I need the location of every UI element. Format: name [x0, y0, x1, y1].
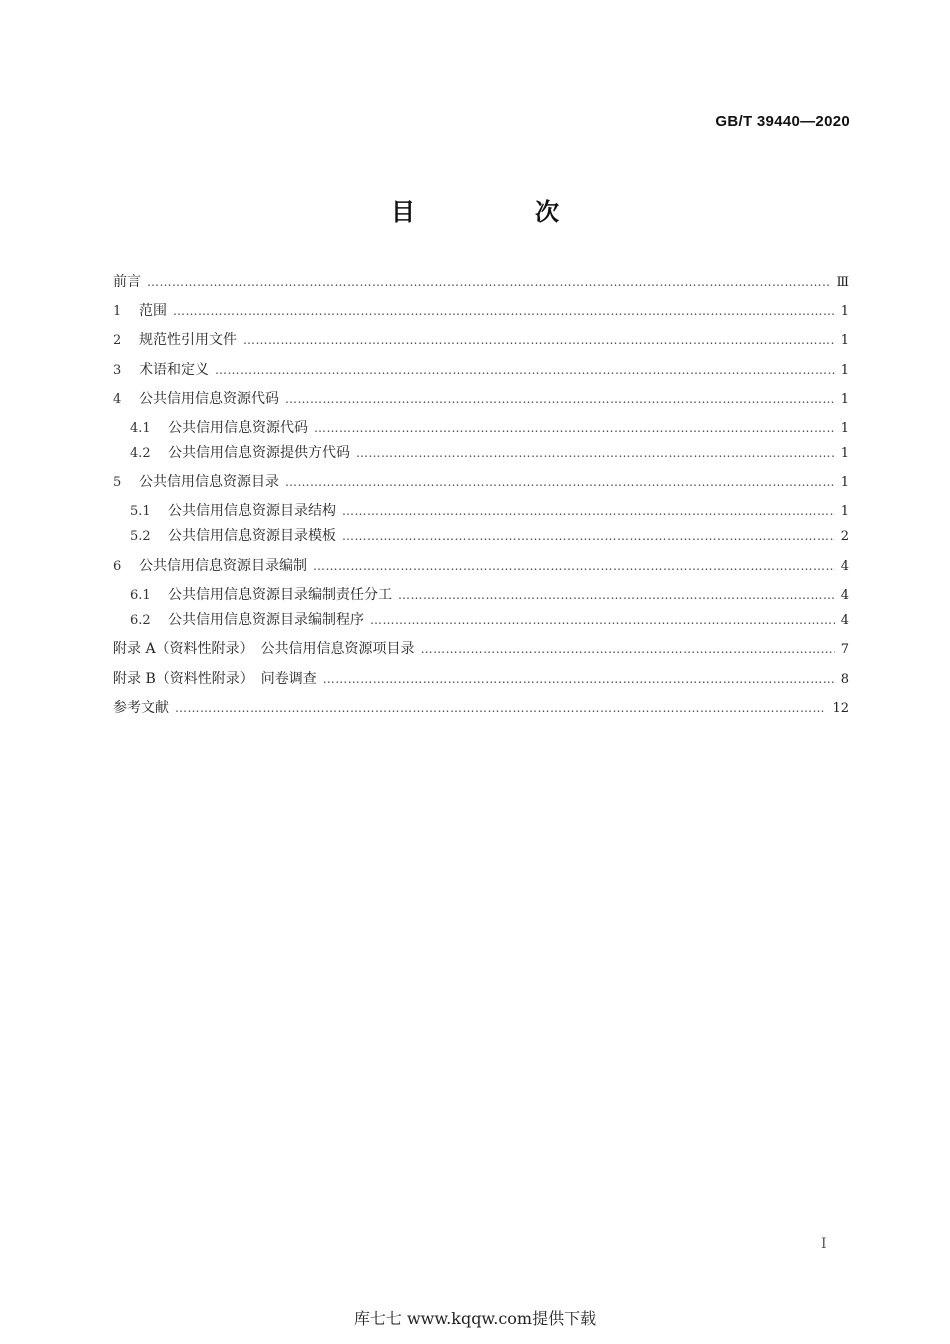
toc-entry-label: 公共信用信息资源目录结构	[168, 503, 336, 519]
toc-leader-dots	[173, 299, 835, 323]
toc-leader-dots	[285, 387, 835, 411]
toc-leader-dots	[398, 583, 835, 607]
toc-entry-number: 6	[113, 559, 122, 574]
toc-entry-number: 4.1	[130, 421, 151, 436]
toc-entry-label: 范围	[139, 303, 167, 319]
toc-entry-page: 4	[840, 588, 849, 603]
toc-leader-dots	[356, 441, 835, 465]
toc-leader-dots	[314, 416, 835, 440]
toc-leader-dots	[147, 270, 830, 294]
toc-entry-page: 1	[840, 392, 849, 407]
toc-entry-number: 2	[113, 333, 122, 348]
toc-entry-2[interactable]	[113, 328, 849, 352]
toc-entry-label: 公共信用信息资源目录编制	[139, 558, 307, 574]
toc-entry-4-2[interactable]	[130, 441, 849, 465]
toc-entry-foreword[interactable]	[113, 270, 849, 294]
standard-code: GB/T 39440—2020	[715, 113, 850, 130]
toc-entry-page: 8	[840, 672, 849, 687]
toc-entry-page: 1	[840, 304, 849, 319]
toc-entry-page: 1	[840, 504, 849, 519]
toc-entry-6-2[interactable]	[130, 608, 849, 632]
toc-title: 目 次	[391, 198, 607, 226]
toc-entry-page: 1	[840, 475, 849, 490]
toc-leader-dots	[313, 554, 835, 578]
toc-leader-dots	[342, 499, 835, 523]
toc-entry-6-1[interactable]	[130, 583, 849, 607]
toc-entry-label: 公共信用信息资源目录模板	[168, 528, 336, 544]
toc-leader-dots	[243, 328, 835, 352]
toc-entry-number: 5	[113, 475, 122, 490]
toc-leader-dots	[370, 608, 835, 632]
page-number: Ⅰ	[821, 1236, 827, 1252]
download-footer: 库七七 www.kqqw.com提供下载	[353, 1309, 597, 1328]
toc-entry-number: 5.1	[130, 504, 151, 519]
toc-entry-label: 公共信用信息资源代码	[168, 420, 308, 436]
toc-entry-label: 规范性引用文件	[139, 332, 237, 348]
toc-entry-number: 4.2	[130, 446, 151, 461]
toc-leader-dots	[175, 696, 826, 720]
toc-entry-label: 公共信用信息资源目录	[139, 474, 279, 490]
toc-entry-3[interactable]	[113, 358, 849, 382]
toc-entry-page: 2	[840, 529, 849, 544]
toc-entry-label: 术语和定义	[139, 362, 209, 378]
toc-leader-dots	[421, 637, 835, 661]
toc-entry-page: 4	[840, 559, 849, 574]
toc-leader-dots	[323, 667, 835, 691]
toc-leader-dots	[285, 470, 835, 494]
toc-leader-dots	[215, 358, 835, 382]
toc-entry-number: 5.2	[130, 529, 151, 544]
toc-entry-label: 参考文献	[113, 700, 169, 716]
toc-entry-number: 1	[113, 304, 122, 319]
toc-entry-label: 公共信用信息资源目录编制责任分工	[168, 587, 392, 603]
toc-entry-label: 公共信用信息资源目录编制程序	[168, 612, 364, 628]
toc-entry-label: 附录 A（资料性附录） 公共信用信息资源项目录	[113, 641, 415, 657]
toc-entry-page: 4	[840, 613, 849, 628]
toc-entry-number: 3	[113, 363, 122, 378]
toc-entry-page: 1	[840, 421, 849, 436]
toc-entry-6[interactable]	[113, 554, 849, 578]
toc-entry-page: 12	[832, 701, 849, 716]
toc-entry-appendix-a[interactable]	[113, 637, 849, 661]
toc-entry-page: Ⅲ	[836, 275, 849, 290]
toc-entry-1[interactable]	[113, 299, 849, 323]
toc-entry-5-2[interactable]	[130, 524, 849, 548]
toc-entry-5[interactable]	[113, 470, 849, 494]
toc-entry-label: 附录 B（资料性附录） 问卷调查	[113, 671, 317, 687]
toc-entry-number: 6.1	[130, 588, 151, 603]
toc-entry-5-1[interactable]	[130, 499, 849, 523]
toc-leader-dots	[342, 524, 835, 548]
toc-entry-label: 公共信用信息资源代码	[139, 391, 279, 407]
toc-entry-number: 4	[113, 392, 122, 407]
toc-entry-page: 1	[840, 333, 849, 348]
toc-entry-number: 6.2	[130, 613, 151, 628]
toc-entry-4-1[interactable]	[130, 416, 849, 440]
toc-entry-4[interactable]	[113, 387, 849, 411]
toc-entry-page: 7	[840, 642, 849, 657]
toc-entry-label: 前言	[113, 274, 141, 290]
toc-entry-label: 公共信用信息资源提供方代码	[168, 445, 350, 461]
toc-entry-page: 1	[840, 446, 849, 461]
toc-entry-page: 1	[840, 363, 849, 378]
toc-entry-appendix-b[interactable]	[113, 667, 849, 691]
toc-entry-references[interactable]	[113, 696, 849, 720]
